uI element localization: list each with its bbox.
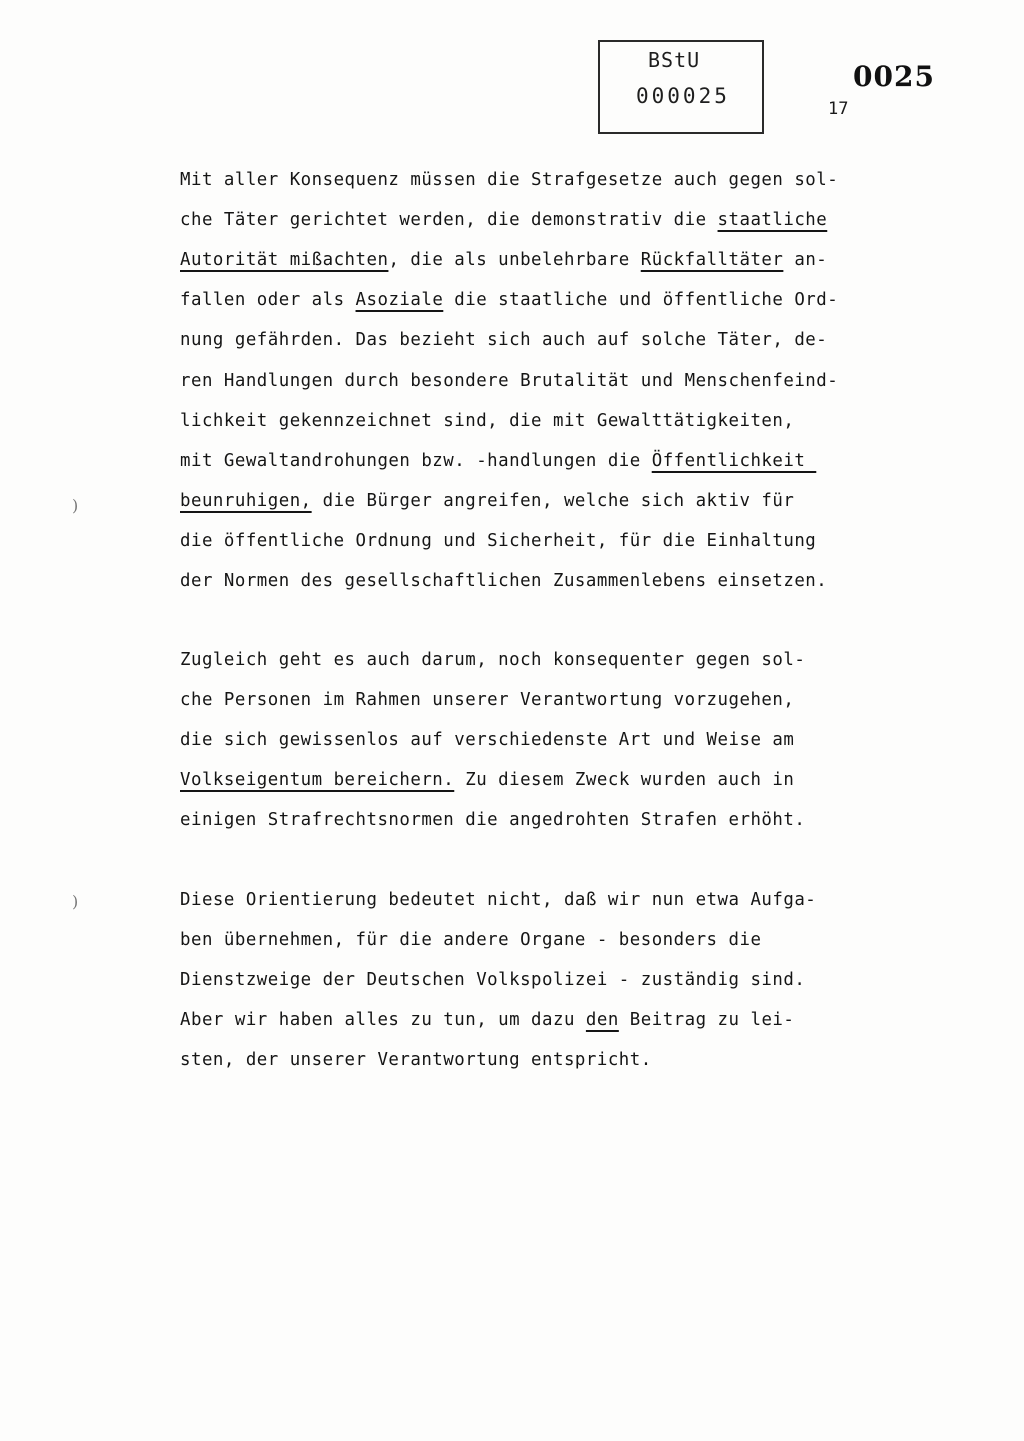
text-line: [180, 810, 805, 830]
underlined-text: den: [585, 1010, 619, 1031]
text-line: [180, 531, 816, 551]
text-line: [180, 491, 794, 511]
text-segment: Zugleich geht es auch darum, noch konsequenter gegen sol-: [180, 650, 806, 670]
underlined-text: Volkseigentum bereichern.: [180, 770, 455, 791]
text-segment: ben übernehmen, für die andere Organe - besonders die: [180, 930, 762, 951]
archive-number: 0025: [853, 60, 935, 93]
text-segment: che Personen im Rahmen unserer Verantwortung vorzugehen,: [180, 690, 795, 711]
text-line: [180, 210, 827, 230]
text-segment: an-: [783, 250, 828, 271]
underlined-text: staatliche: [717, 210, 828, 231]
underlined-text: Asoziale: [355, 290, 444, 311]
text-line: [180, 451, 816, 471]
text-segment: Zu diesem Zweck wurden auch in: [454, 770, 795, 791]
stamp-agency-text: BStU: [648, 48, 701, 72]
text-line: [180, 690, 794, 710]
text-line: [180, 1050, 652, 1070]
text-line: [180, 930, 761, 950]
margin-punch-mark: ): [72, 496, 79, 515]
text-segment: Aber wir haben alles zu tun, um dazu: [180, 1010, 586, 1031]
text-segment: Mit aller Konsequenz müssen die Strafgesetze auch gegen sol-: [180, 170, 839, 190]
text-segment: che Täter gerichtet werden, die demonstrativ die: [180, 210, 718, 231]
text-segment: die staatliche und öffentliche Ord-: [443, 290, 839, 311]
text-segment: ren Handlungen durch besondere Brutalität und Menschenfeind-: [180, 370, 839, 391]
text-line: [180, 170, 838, 190]
text-segment: die Bürger angreifen, welche sich aktiv für: [311, 490, 795, 511]
text-line: [180, 330, 827, 350]
underlined-text: Öffentlichkeit: [651, 450, 817, 471]
text-segment: mit Gewaltandrohungen bzw. -handlungen die: [180, 450, 652, 471]
text-segment: fallen oder als: [180, 290, 356, 311]
text-segment: , die als unbelehrbare: [388, 250, 641, 271]
text-segment: Dienstzweige der Deutschen Volkspolizei - zuständig sind.: [180, 970, 806, 991]
text-line: [180, 770, 794, 790]
text-line: [180, 571, 827, 591]
stamp-number-text: 000025: [636, 84, 730, 108]
archive-stamp: [598, 40, 764, 134]
text-segment: sten, der unserer Verantwortung entspricht.: [180, 1050, 652, 1071]
text-segment: einigen Strafrechtsnormen die angedrohten Strafen erhöht.: [180, 810, 806, 831]
page-number: 17: [828, 99, 849, 119]
underlined-text: Rückfalltäter: [640, 250, 784, 271]
text-segment: Diese Orientierung bedeutet nicht, daß wir nun etwa Aufga-: [180, 890, 817, 910]
text-line: [180, 1010, 794, 1030]
text-segment: lichkeit gekennzeichnet sind, die mit Gewalttätigkeiten,: [180, 410, 795, 431]
underlined-text: beunruhigen,: [180, 490, 312, 511]
text-line: [180, 970, 805, 990]
text-segment: nung gefährden. Das bezieht sich auch auf solche Täter, de-: [180, 330, 828, 351]
text-segment: Beitrag zu lei-: [618, 1010, 795, 1031]
text-line: [180, 290, 838, 310]
text-line: [180, 371, 838, 391]
text-line: [180, 890, 816, 910]
text-segment: der Normen des gesellschaftlichen Zusammenlebens einsetzen.: [180, 571, 828, 591]
text-line: [180, 650, 805, 670]
text-line: [180, 730, 794, 750]
underlined-text: Autorität mißachten: [180, 250, 389, 271]
text-line: [180, 250, 827, 270]
text-segment: die öffentliche Ordnung und Sicherheit, für die Einhaltung: [180, 530, 817, 551]
text-line: [180, 411, 794, 431]
text-segment: die sich gewissenlos auf verschiedenste Art und Weise am: [180, 730, 795, 751]
margin-punch-mark: ): [72, 892, 79, 911]
